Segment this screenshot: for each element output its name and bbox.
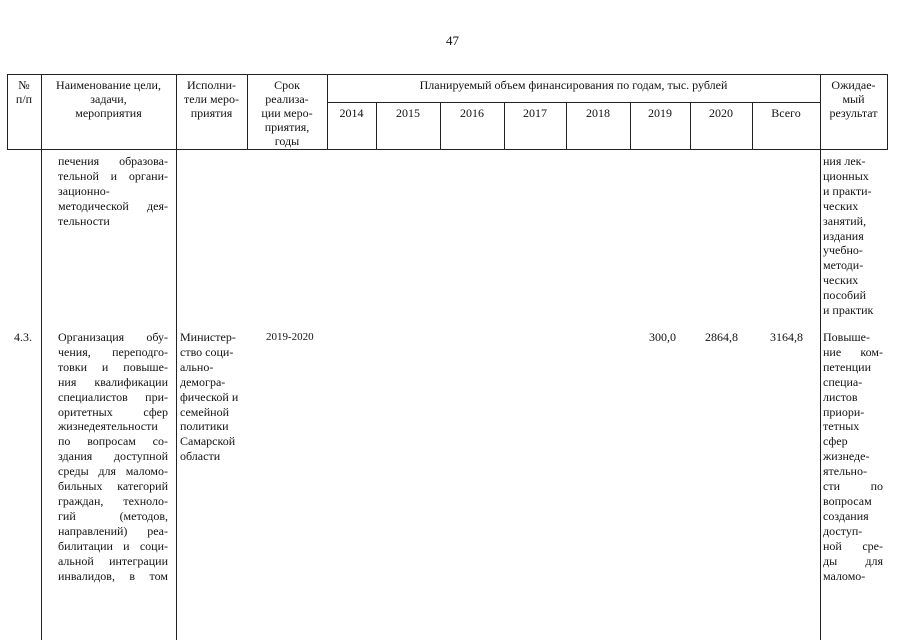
header-year-2018: 2018 bbox=[586, 106, 610, 120]
page-number: 47 bbox=[446, 33, 459, 48]
text-line: методи- bbox=[823, 258, 864, 273]
text-line: ство соци- bbox=[180, 344, 234, 359]
header-line: Ожидае- bbox=[831, 78, 876, 92]
grid-line bbox=[176, 150, 177, 640]
row-number: 4.3. bbox=[14, 330, 32, 344]
row-result bbox=[823, 330, 883, 583]
header-total: Всего bbox=[771, 106, 801, 120]
text-line: ческих bbox=[823, 273, 859, 288]
text-line: среды для маломо- bbox=[58, 464, 168, 479]
text-line: вопросам bbox=[823, 493, 872, 508]
header-line: № bbox=[18, 78, 30, 92]
text-line: тетных bbox=[823, 419, 860, 434]
text-line: листов bbox=[823, 389, 858, 404]
text-line: маломо- bbox=[823, 568, 866, 583]
text-line: ческих bbox=[823, 198, 859, 213]
header-line: приятия, bbox=[264, 120, 310, 134]
text-line: Повыше- bbox=[823, 330, 870, 344]
text-line: жизнеде- bbox=[823, 449, 870, 464]
text-line: сти по bbox=[823, 479, 883, 494]
text-line: петенции bbox=[823, 359, 872, 374]
text-line: и практик bbox=[823, 303, 874, 318]
text-line: жизнедеятельности bbox=[58, 419, 158, 434]
text-line: альной интеграции bbox=[58, 553, 168, 568]
header-line: ции меро- bbox=[261, 106, 313, 120]
header-year-2016: 2016 bbox=[460, 106, 484, 120]
cont-name bbox=[58, 154, 168, 229]
header-year-2015: 2015 bbox=[396, 106, 420, 120]
text-line: демогра- bbox=[180, 374, 226, 389]
text-line: билитации и соци- bbox=[58, 538, 168, 553]
row-value-2020: 2864,8 bbox=[705, 330, 738, 344]
text-line: бильных категорий bbox=[58, 479, 168, 494]
header-line: Срок bbox=[274, 78, 300, 92]
header-line: мый bbox=[842, 92, 865, 106]
header-year-2014: 2014 bbox=[339, 106, 364, 120]
header-funding: Планируемый объем финансирования по годам, тыс. рублей bbox=[419, 78, 728, 92]
header-line: годы bbox=[274, 134, 300, 148]
text-line: направлений) реа- bbox=[58, 523, 168, 538]
header-term bbox=[247, 78, 327, 148]
text-line: товки и повыше- bbox=[58, 359, 168, 374]
row-value-total: 3164,8 bbox=[770, 330, 803, 344]
text-line: ния лек- bbox=[823, 154, 866, 168]
text-line: приори- bbox=[823, 404, 865, 419]
header-result bbox=[820, 78, 887, 120]
text-line: Самарской bbox=[180, 434, 236, 449]
header-line: реализа- bbox=[265, 92, 309, 106]
header-line: тели меро- bbox=[184, 92, 239, 106]
header-line: мероприятия bbox=[75, 106, 142, 120]
header-name bbox=[41, 78, 176, 120]
text-line: учебно- bbox=[823, 243, 863, 258]
header-line: Наименование цели, bbox=[56, 78, 161, 92]
text-line: зационно- bbox=[58, 183, 110, 198]
text-line: политики bbox=[180, 419, 229, 434]
text-line: по вопросам со- bbox=[58, 434, 168, 449]
text-line: Министер- bbox=[180, 330, 236, 344]
text-line: граждан, техноло- bbox=[58, 493, 168, 508]
text-line: оритетных сфер bbox=[58, 404, 168, 419]
row-name bbox=[58, 330, 168, 583]
row-term: 2019-2020 bbox=[266, 331, 314, 343]
table-top-border bbox=[7, 74, 887, 75]
text-line: пособий bbox=[823, 288, 866, 303]
text-line: печения образова- bbox=[58, 154, 168, 168]
row-value-2019: 300,0 bbox=[649, 330, 676, 344]
cont-result bbox=[823, 154, 885, 318]
row-executor bbox=[180, 330, 244, 464]
text-line: ние ком- bbox=[823, 344, 883, 359]
text-line: ды для bbox=[823, 553, 883, 568]
text-line: ятельно- bbox=[823, 464, 867, 479]
header-executor bbox=[176, 78, 247, 120]
header-line: приятия bbox=[190, 106, 233, 120]
text-line: специалистов при- bbox=[58, 389, 168, 404]
text-line: создания bbox=[823, 508, 869, 523]
header-line: задачи, bbox=[90, 92, 127, 106]
text-line: доступ- bbox=[823, 523, 863, 538]
text-line: ционных bbox=[823, 168, 869, 183]
text-line: гий (методов, bbox=[58, 508, 168, 523]
text-line: методической дея- bbox=[58, 198, 168, 213]
text-line: издания bbox=[823, 228, 864, 243]
header-num bbox=[7, 78, 41, 106]
grid-line bbox=[887, 74, 888, 150]
header-line: п/п bbox=[15, 92, 33, 106]
text-line: ной сре- bbox=[823, 538, 883, 553]
funding-subheader-line bbox=[327, 102, 820, 103]
text-line: семейной bbox=[180, 404, 229, 419]
text-line: ния квалификации bbox=[58, 374, 168, 389]
header-line: Исполни- bbox=[186, 78, 237, 92]
text-line: области bbox=[180, 449, 221, 464]
grid-line bbox=[41, 150, 42, 640]
header-line: результат bbox=[829, 106, 878, 120]
text-line: фической и bbox=[180, 389, 239, 404]
text-line: специа- bbox=[823, 374, 863, 389]
text-line: и практи- bbox=[823, 183, 872, 198]
grid-line bbox=[820, 150, 821, 640]
text-line: занятий, bbox=[823, 213, 867, 228]
text-line: здания доступной bbox=[58, 449, 168, 464]
header-year-2020: 2020 bbox=[709, 106, 733, 120]
text-line: Организация обу- bbox=[58, 330, 168, 344]
header-year-2017: 2017 bbox=[523, 106, 547, 120]
text-line: чения, переподго- bbox=[58, 344, 168, 359]
text-line: инвалидов, в том bbox=[58, 568, 168, 583]
text-line: ально- bbox=[180, 359, 214, 374]
text-line: тельности bbox=[58, 213, 110, 228]
text-line: сфер bbox=[823, 434, 848, 449]
text-line: тельной и органи- bbox=[58, 168, 168, 183]
header-year-2019: 2019 bbox=[648, 106, 672, 120]
table-header-bottom-border bbox=[7, 149, 887, 150]
